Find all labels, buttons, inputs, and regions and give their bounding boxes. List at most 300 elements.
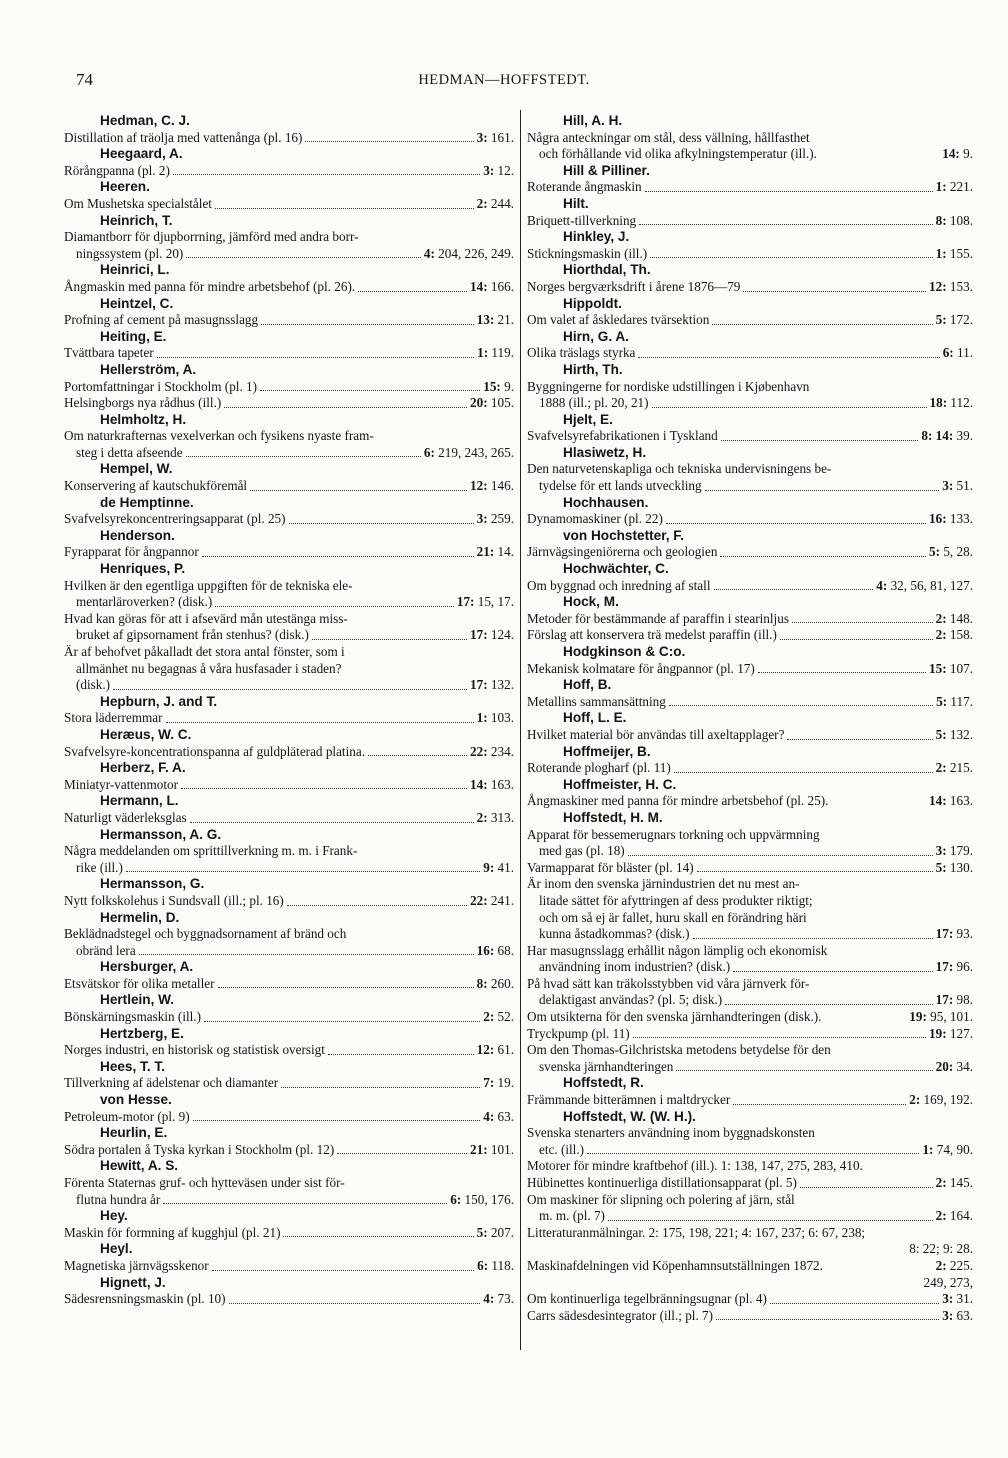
entry-title: Roterande plogharf (pl. 11) xyxy=(527,760,671,776)
entry-title: steg i detta afseende xyxy=(76,444,183,460)
author-name: Hempel, W. xyxy=(100,461,173,477)
entry-reference xyxy=(470,777,514,794)
author-name: Hoffstedt, W. (W. H.). xyxy=(563,1108,696,1124)
entry-line: Svenska stenarters användning inom byggnadskonsten xyxy=(527,1125,815,1141)
author-name: Hilt. xyxy=(563,195,589,211)
author-name: de Hemptinne. xyxy=(100,494,194,510)
index-entry xyxy=(64,511,514,528)
entry-title: svenska järnhandteringen xyxy=(539,1058,674,1074)
entry-title: etc. (ill.) xyxy=(539,1141,585,1157)
leader-dots xyxy=(204,1021,480,1022)
entry-line: Några meddelanden om sprittillverkning m. m. i Frank- xyxy=(64,843,358,859)
index-entry xyxy=(64,229,514,262)
entry-title: Miniatyr-vattenmotor xyxy=(64,776,178,792)
volume-number: 5: xyxy=(935,859,947,875)
leader-dots xyxy=(720,556,926,557)
index-entry xyxy=(64,1175,514,1208)
entry-line xyxy=(527,395,973,412)
volume-number: 16: xyxy=(476,942,495,958)
volume-number: 2: xyxy=(935,1175,947,1190)
author-name: Herberz, F. A. xyxy=(100,760,186,776)
volume-number: 2: xyxy=(483,1009,495,1025)
entry-reference xyxy=(470,627,514,644)
entry-title: bruket af gipsornament från stenhus? (disk.) xyxy=(76,627,309,643)
page-numbers: 244. xyxy=(490,195,514,211)
volume-number: 4: xyxy=(876,577,888,593)
entry-line xyxy=(527,146,973,163)
entry-reference xyxy=(942,478,973,495)
author-name: Hedman, C. J. xyxy=(100,113,190,128)
leader-dots xyxy=(639,224,932,225)
entry-reference xyxy=(936,1258,973,1275)
entry-line: Har masugnsslagg erhållit någon lämplig och ekonomisk xyxy=(527,942,828,958)
index-entry xyxy=(64,976,514,993)
volume-number: 4: xyxy=(483,1291,495,1307)
leader-dots xyxy=(633,1037,926,1038)
entry-reference xyxy=(477,511,514,528)
volume-number: 2: xyxy=(935,1208,947,1224)
entry-reference xyxy=(477,1258,514,1275)
page-numbers: 68. xyxy=(497,942,514,958)
leader-dots xyxy=(721,440,919,441)
entry-title: rike (ill.) xyxy=(76,859,123,875)
entry-reference xyxy=(936,760,973,777)
entry-reference xyxy=(483,1291,514,1308)
page-numbers: 132. xyxy=(949,726,973,742)
entry-title: 1888 (ill.; pl. 20, 21) xyxy=(539,395,649,411)
author-name: Hill & Pilliner. xyxy=(563,162,650,178)
volume-number: 19: xyxy=(929,1025,947,1041)
volume-number: 2: xyxy=(935,610,947,626)
author-name: Hoffstedt, H. M. xyxy=(563,809,663,825)
volume-number: 14: xyxy=(470,776,488,792)
entry-line: och om så ej är fallet, huru skall en förändring häri xyxy=(539,909,807,925)
page-numbers: 21. xyxy=(497,312,514,328)
page-numbers: 14. xyxy=(497,544,514,560)
volume-number: 8: xyxy=(935,212,947,228)
index-column-left xyxy=(64,113,514,1308)
leader-dots xyxy=(250,490,467,491)
page-numbers: 98. xyxy=(956,992,973,1008)
leader-dots xyxy=(328,1054,474,1055)
index-entry xyxy=(64,1109,514,1126)
leader-dots xyxy=(787,739,932,740)
leader-dots xyxy=(770,1303,939,1304)
volume-number: 17: xyxy=(470,677,488,693)
leader-dots xyxy=(716,1319,939,1320)
leader-dots xyxy=(166,722,474,723)
leader-dots xyxy=(792,622,933,623)
entry-reference xyxy=(477,710,514,727)
page-numbers: 95, 101. xyxy=(930,1009,973,1025)
leader-dots xyxy=(312,639,467,640)
entry-title: Norges bergværksdrift i årene 1876—79 xyxy=(527,278,741,294)
entry-title: Ångmaskiner med panna för mindre arbetsbehof (pl. 25). xyxy=(527,793,829,809)
leader-dots xyxy=(712,324,932,325)
index-entry xyxy=(527,727,973,744)
entry-line: Hvad kan göras för att i afsevärd mån utestänga miss- xyxy=(64,610,348,626)
entry-reference xyxy=(943,345,973,362)
page-numbers: 12. xyxy=(497,162,514,178)
entry-title: Etsvätskor för olika metaller xyxy=(64,975,215,991)
leader-dots xyxy=(113,689,467,690)
entry-title: Profning af cement på masugnsslagg xyxy=(64,312,259,328)
volume-number: 8: xyxy=(476,975,488,991)
entry-title: Dynamomaskiner (pl. 22) xyxy=(527,511,663,527)
leader-dots xyxy=(733,1104,906,1105)
leader-dots xyxy=(780,639,933,640)
index-entry xyxy=(64,1142,514,1159)
entry-reference xyxy=(936,611,973,628)
entry-reference xyxy=(470,395,514,412)
page-numbers: 127. xyxy=(949,1025,973,1041)
leader-dots xyxy=(669,705,933,706)
volume-number: 2: xyxy=(476,809,488,825)
entry-title: Svafvelsyrekoncentreringsapparat (pl. 25) xyxy=(64,511,286,527)
entry-title: ningssystem (pl. 20) xyxy=(76,245,184,261)
entry-title: Främmande bitterämnen i maltdrycker xyxy=(527,1092,731,1108)
page-numbers: 96. xyxy=(956,959,973,975)
entry-reference xyxy=(909,1092,973,1109)
page-numbers: 51. xyxy=(956,478,973,494)
page-numbers: 19. xyxy=(497,1075,514,1091)
leader-dots xyxy=(638,357,939,358)
entry-line: Diamantborr för djupborrning, jämförd med andra borr- xyxy=(64,229,359,245)
entry-title: Norges industri, en historisk og statistisk oversigt xyxy=(64,1042,325,1058)
leader-dots xyxy=(173,174,480,175)
entry-reference xyxy=(876,578,973,595)
volume-number: 22: xyxy=(470,743,488,759)
column-divider xyxy=(520,110,521,1350)
author-name: Heinrich, T. xyxy=(100,212,173,228)
page-numbers: 158. xyxy=(949,627,973,643)
entry-line: Den naturvetenskapliga och tekniska undervisningens be- xyxy=(527,461,832,477)
volume-number: 5: xyxy=(935,726,947,742)
volume-number: 7: xyxy=(483,1075,495,1091)
volume-number: 5: xyxy=(476,1224,488,1240)
author-name: Heyl. xyxy=(100,1241,133,1257)
author-name: Hewitt, A. S. xyxy=(100,1158,179,1174)
entry-reference xyxy=(477,544,514,561)
index-entry xyxy=(527,345,973,362)
leader-dots xyxy=(608,1220,933,1221)
leader-dots xyxy=(202,556,474,557)
page-numbers: 119. xyxy=(491,345,514,361)
leader-dots xyxy=(697,871,933,872)
index-entry xyxy=(64,544,514,561)
entry-line: Litteraturanmälningar. 2: 175, 198, 221; 4: 167, 237; 6: 67, 238; xyxy=(527,1224,866,1240)
index-entry xyxy=(64,611,514,644)
volume-number: 1: xyxy=(476,710,488,726)
entry-title: Konservering af kautschukföremål xyxy=(64,478,248,494)
leader-dots xyxy=(358,291,467,292)
entry-title: Naturligt väderleksglas xyxy=(64,809,187,825)
entry-title: Hvilket material bör användas till axeltapplager? xyxy=(527,726,785,742)
leader-dots xyxy=(743,291,926,292)
entry-title: Järnvägsingeniörerna och geologien xyxy=(527,544,718,560)
entry-title: Metoder för bestämmande af paraffin i stearinljus xyxy=(527,610,789,626)
volume-number: 15: xyxy=(483,378,501,394)
author-name: Hill, A. H. xyxy=(563,113,623,128)
page-header xyxy=(64,70,944,92)
entry-reference xyxy=(936,213,973,230)
page-numbers: 133. xyxy=(949,511,973,527)
entry-reference xyxy=(929,511,973,528)
author-name: Henderson. xyxy=(100,527,175,543)
volume-number: 3: xyxy=(935,843,947,859)
leader-dots xyxy=(139,954,474,955)
entry-reference xyxy=(929,793,973,810)
entry-title: användning inom industrien? (disk.) xyxy=(539,959,731,975)
author-name: Helmholtz, H. xyxy=(100,411,187,427)
index-entry xyxy=(527,760,973,777)
author-name: Hoff, B. xyxy=(563,677,612,693)
index-entry xyxy=(64,1009,514,1026)
entry-line: På hvad sätt kan träkolsstybben vid våra järnverk för- xyxy=(527,975,810,991)
entry-reference xyxy=(483,860,514,877)
entry-reference xyxy=(936,694,973,711)
leader-dots xyxy=(287,905,467,906)
entry-title: delaktigast användas? (pl. 5; disk.) xyxy=(539,992,723,1008)
entry-reference xyxy=(470,478,514,495)
index-entry xyxy=(64,395,514,412)
page-numbers: 155. xyxy=(949,245,973,261)
entry-title: Om valet af åskledares tvärsektion xyxy=(527,312,710,328)
leader-dots xyxy=(190,822,474,823)
page-numbers: 179. xyxy=(949,843,973,859)
author-name: Hoffmeijer, B. xyxy=(563,743,651,759)
leader-dots xyxy=(368,755,467,756)
entry-title: Om utsikterna för den svenska järnhandteringen (disk.). xyxy=(527,1009,822,1025)
volume-number: 20: xyxy=(470,395,488,411)
entry-title: Maskinafdelningen vid Köpenhamnsutställningen 1872. xyxy=(527,1257,823,1273)
page-numbers: 215. xyxy=(949,760,973,776)
author-name: Hoffstedt, R. xyxy=(563,1075,644,1091)
entry-title: med gas (pl. 18) xyxy=(539,843,625,859)
index-entry xyxy=(64,196,514,213)
page-numbers: 259. xyxy=(490,511,514,527)
page-numbers: 32, 56, 81, 127. xyxy=(890,577,973,593)
index-entry xyxy=(527,860,973,877)
index-entry xyxy=(64,163,514,180)
author-name: Heegaard, A. xyxy=(100,146,183,162)
entry-title: Sädesrensningsmaskin (pl. 10) xyxy=(64,1291,226,1307)
index-entry xyxy=(527,179,973,196)
page-numbers: 34. xyxy=(956,1058,973,1074)
volume-number: 17: xyxy=(935,926,954,942)
entry-reference xyxy=(457,594,514,611)
author-name: Heurlin, E. xyxy=(100,1125,168,1141)
entry-reference xyxy=(477,312,514,329)
author-name: Heeren. xyxy=(100,179,150,195)
author-name: Hignett, J. xyxy=(100,1274,166,1290)
entry-reference xyxy=(936,1059,973,1076)
entry-title: Södra portalen å Tyska kyrkan i Stockholm (pl. 12) xyxy=(64,1141,335,1157)
entry-title: tydelse för ett lands utveckling xyxy=(539,478,702,494)
author-name: Hirth, Th. xyxy=(563,361,623,377)
index-entry xyxy=(527,1009,973,1026)
entry-reference xyxy=(483,163,514,180)
index-entry xyxy=(64,810,514,827)
volume-number: 5: xyxy=(935,312,947,328)
volume-number: 6: xyxy=(423,444,435,460)
page-numbers: 166. xyxy=(490,278,514,294)
author-name: von Hochstetter, F. xyxy=(563,527,684,543)
index-entry xyxy=(64,1042,514,1059)
index-entry xyxy=(64,379,514,396)
entry-title: Olika träslags styrka xyxy=(527,345,636,361)
entry-line: allmänhet nu begagnas å våra husfasader i staden? xyxy=(76,660,342,676)
page-numbers: 124. xyxy=(490,627,514,643)
author-name: Hjelt, E. xyxy=(563,411,613,427)
index-entry xyxy=(527,213,973,230)
index-entry xyxy=(64,130,514,147)
volume-number: 6: xyxy=(942,345,954,361)
entry-title: Tillverkning af ädelstenar och diamanter xyxy=(64,1075,279,1091)
volume-number: 1: xyxy=(477,345,489,361)
entry-title: Om kontinuerliga tegelbränningsugnar (pl. 4) xyxy=(527,1291,767,1307)
index-entry xyxy=(64,1258,514,1275)
author-name: Hersburger, A. xyxy=(100,959,194,975)
page-numbers: 39. xyxy=(956,428,973,444)
entry-reference xyxy=(477,976,514,993)
page-numbers: 61. xyxy=(497,1042,514,1058)
volume-number: 15: xyxy=(929,660,947,676)
author-name: Henriques, P. xyxy=(100,561,186,577)
page-numbers: 5, 28. xyxy=(943,544,973,560)
volume-number: 4: xyxy=(423,245,435,261)
entry-title: kunna åstadkommas? (disk.) xyxy=(539,926,690,942)
leader-dots xyxy=(193,1120,481,1121)
leader-dots xyxy=(714,589,874,590)
index-entry xyxy=(64,777,514,794)
page-numbers: 93. xyxy=(956,926,973,942)
page-numbers: 164. xyxy=(949,1208,973,1224)
entry-reference xyxy=(942,146,973,163)
entry-line xyxy=(527,1208,973,1225)
entry-line xyxy=(64,445,514,462)
entry-line xyxy=(64,1192,514,1209)
page-numbers: 9. xyxy=(963,146,973,162)
leader-dots xyxy=(260,390,480,391)
entry-reference xyxy=(929,544,973,561)
author-name: Hochhausen. xyxy=(563,494,649,510)
leader-dots xyxy=(212,1270,474,1271)
index-entry xyxy=(527,1125,973,1158)
index-entry xyxy=(527,1258,973,1275)
author-name: Hirn, G. A. xyxy=(563,328,629,344)
author-name: Hermansson, A. G. xyxy=(100,826,222,842)
volume-number: 22: xyxy=(470,892,488,908)
index-entry xyxy=(527,511,973,528)
entry-line xyxy=(527,1142,973,1159)
entry-reference xyxy=(936,727,973,744)
index-entry xyxy=(527,976,973,1009)
index-entry xyxy=(527,279,973,296)
entry-reference xyxy=(936,860,973,877)
entry-title: Om Mushetska specialstålet xyxy=(64,195,212,211)
volume-number: 8: 14: xyxy=(921,428,954,444)
leader-dots xyxy=(305,141,473,142)
author-name: Hoffmeister, H. C. xyxy=(563,776,677,792)
page-numbers: 172. xyxy=(949,312,973,328)
author-name: Hermelin, D. xyxy=(100,909,180,925)
author-name: von Hesse. xyxy=(100,1092,172,1108)
page-numbers: 204, 226, 249. xyxy=(438,245,514,261)
volume-number: 6: xyxy=(450,1191,462,1207)
volume-number: 14: xyxy=(929,793,947,809)
leader-dots xyxy=(163,1203,447,1204)
leader-dots xyxy=(215,208,474,209)
entry-reference xyxy=(942,1308,973,1325)
entry-title: Helsingborgs nya rådhus (ill.) xyxy=(64,395,222,411)
leader-dots xyxy=(218,987,474,988)
entry-reference xyxy=(470,1142,514,1159)
index-entry xyxy=(527,578,973,595)
index-entry xyxy=(527,1092,973,1109)
leader-dots xyxy=(181,788,467,789)
page-numbers: 163. xyxy=(949,793,973,809)
index-entry xyxy=(64,644,514,694)
page-numbers: 161. xyxy=(490,129,514,145)
entry-line: 249, 273, xyxy=(923,1274,973,1290)
volume-number: 16: xyxy=(929,511,947,527)
entry-line xyxy=(527,1059,973,1076)
entry-title: Stickningsmaskin (ill.) xyxy=(527,245,648,261)
leader-dots xyxy=(283,1236,473,1237)
page-numbers: 260. xyxy=(490,975,514,991)
index-entry xyxy=(527,943,973,976)
entry-title: mentarläroverken? (disk.) xyxy=(76,594,213,610)
leader-dots xyxy=(337,1153,467,1154)
volume-number: 5: xyxy=(929,544,941,560)
entry-line: Om maskiner för slipning och polering af järn, stål xyxy=(527,1191,795,1207)
page-numbers: 221. xyxy=(949,179,973,195)
entry-line: Hvilken är den egentliga uppgiften för de tekniska ele- xyxy=(64,577,353,593)
page-numbers: 117. xyxy=(950,693,973,709)
volume-number: 2: xyxy=(935,760,947,776)
index-entry xyxy=(64,578,514,611)
volume-number: 14: xyxy=(470,278,488,294)
entry-reference xyxy=(424,445,514,462)
page-numbers: 313. xyxy=(490,809,514,825)
author-name: Hepburn, J. and T. xyxy=(100,693,218,709)
author-name: Hiorthdal, Th. xyxy=(563,262,651,278)
entry-line xyxy=(527,992,973,1009)
entry-reference xyxy=(477,130,514,147)
index-entry xyxy=(527,694,973,711)
entry-reference xyxy=(470,893,514,910)
entry-title: m. m. (pl. 7) xyxy=(539,1208,605,1224)
entry-title: Magnetiska järnvägsskenor xyxy=(64,1257,209,1273)
leader-dots xyxy=(693,938,933,939)
entry-reference xyxy=(470,744,514,761)
page-numbers: 219, 243, 265. xyxy=(438,444,514,460)
entry-title: Nytt folkskolehus i Sundsvall (ill.; pl. 16) xyxy=(64,892,284,908)
entry-title: Stora läderremmar xyxy=(64,710,163,726)
entry-title: Hübinettes kontinuerliga distillationsapparat (pl. 5) xyxy=(527,1175,797,1190)
running-head: HEDMAN—HOFFSTEDT. xyxy=(418,72,590,88)
page-numbers: 241. xyxy=(490,892,514,908)
entry-reference xyxy=(936,312,973,329)
volume-number: 18: xyxy=(929,395,948,411)
entry-reference xyxy=(477,943,514,960)
entry-title: flutna hundra år xyxy=(76,1191,161,1207)
entry-title: obränd lera xyxy=(76,942,136,958)
page-numbers: 73. xyxy=(497,1291,514,1307)
entry-reference xyxy=(483,1109,514,1126)
entry-reference xyxy=(942,1291,973,1308)
